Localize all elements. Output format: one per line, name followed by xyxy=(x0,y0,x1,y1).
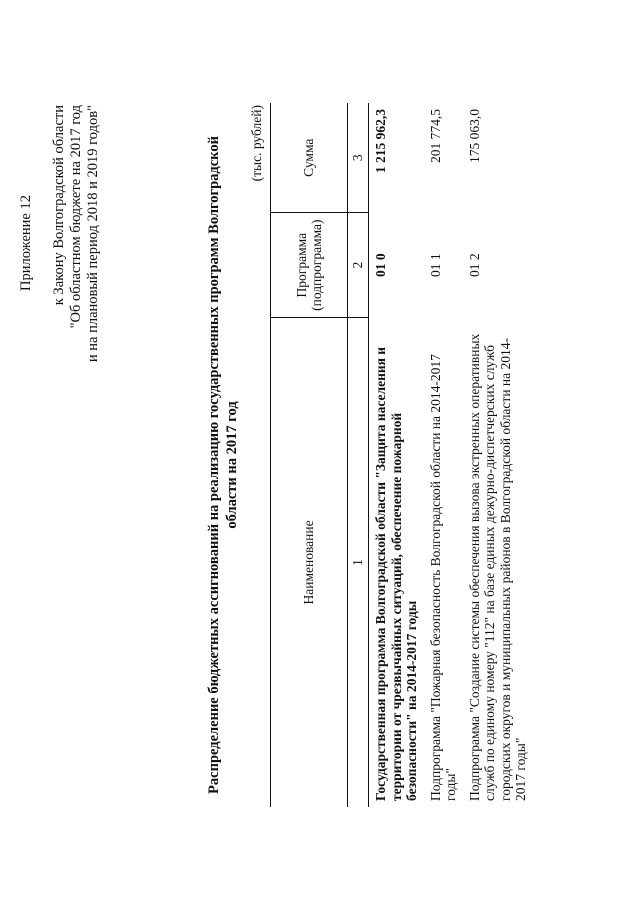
column-header-name: Наименование xyxy=(271,317,348,807)
appendix-number: Приложение 12 xyxy=(18,195,34,291)
row-name: Государственная программа Волгоградской области "Защита населения и территории от чрезвычайных ситуаций, обеспечение пожарной безопасности" на 2014-2017 годы xyxy=(373,346,419,801)
appendix-line: и на плановый период 2018 и 2019 годов" xyxy=(85,105,101,363)
appendix-header xyxy=(18,105,102,585)
column-number: 2 xyxy=(348,213,369,317)
appendix-line: к Закону Волгоградской области xyxy=(51,105,67,306)
column-header-sum: Сумма xyxy=(271,103,348,213)
title-line: области на 2017 год xyxy=(224,401,240,529)
title-line: Распределение бюджетных ассигнований на реализацию государственных программ Волгоградской xyxy=(206,136,222,794)
row-program-code: 01 0 xyxy=(373,253,388,277)
table-header-row xyxy=(271,103,348,807)
table-row xyxy=(369,103,424,807)
column-number: 3 xyxy=(348,103,369,213)
row-program-code: 01 2 xyxy=(466,253,482,277)
column-number: 1 xyxy=(348,317,369,807)
table-row xyxy=(463,103,533,807)
row-program-code: 01 1 xyxy=(427,253,443,277)
document-title xyxy=(205,65,241,865)
row-name: Подпрограмма "Пожарная безопасность Волгоградской области на 2014-2017 годы" xyxy=(427,354,458,801)
row-name: Подпрограмма "Создание системы обеспечения вызова экстренных оперативных служб по единому номеру "112" на базе единых дежурно-диспетчерских служб городских округов и муниципальных районов в Волгоградской области на 2014-2017 годы" xyxy=(466,333,528,801)
row-sum: 201 774,5 xyxy=(427,109,443,163)
table-row xyxy=(424,103,463,807)
row-sum: 1 215 962,3 xyxy=(373,109,388,174)
table-column-numbers-row xyxy=(348,103,369,807)
units-label: (тыс. рублей) xyxy=(249,105,264,182)
budget-table xyxy=(270,103,533,807)
appendix-line: "Об областном бюджете на 2017 год xyxy=(68,105,84,329)
column-header-program: Программа (подпрограмма) xyxy=(271,213,348,317)
row-sum: 175 063,0 xyxy=(466,109,482,163)
